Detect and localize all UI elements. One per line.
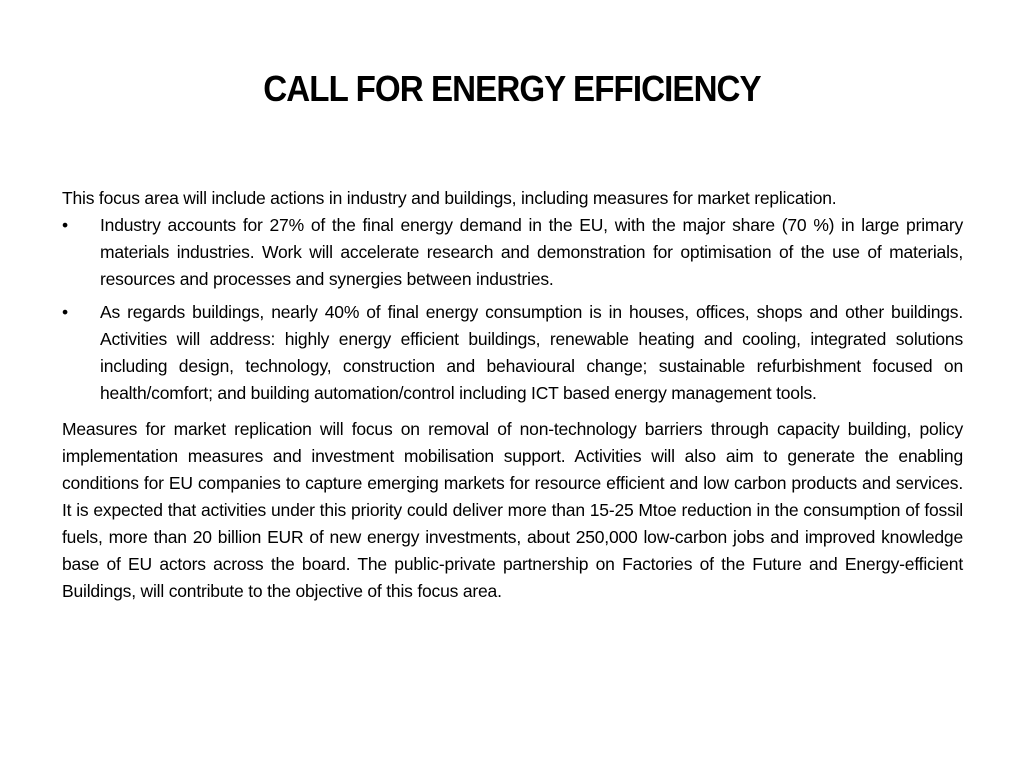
intro-paragraph: This focus area will include actions in industry and buildings, including measures for market replication. [62,188,837,208]
bullet-text: As regards buildings, nearly 40% of final energy consumption is in houses, offices, shops and other buildings. Activities will address: highly energy efficient buildings, renewable heating and cooling, integrated solutions including design, technology, construction and behavioural change; sustainable refurbishment focused on health/comfort; and building automation/control including ICT based energy management tools. [100,302,963,403]
bullet-icon: • [62,302,68,322]
closing-paragraph: Measures for market replication will focus on removal of non-technology barriers through capacity building, policy implementation measures and investment mobilisation support. Activities will also aim to generate the enabling conditions for EU companies to capture emerging markets for resource efficient and low carbon products and services. It is expected that activities under this priority could deliver more than 15-25 Mtoe reduction in the consumption of fossil fuels, more than 20 billion EUR of new energy investments, about 250,000 low-carbon jobs and improved knowledge base of EU actors across the board. The public-private partnership on Factories of the Future and Energy-efficient Buildings, will contribute to the objective of this focus area. [62,419,963,601]
bullet-item-industry [62,212,963,293]
bullet-list [62,212,963,407]
slide-title: CALL FOR ENERGY EFFICIENCY [263,68,761,109]
slide-body [62,185,963,605]
bullet-icon: • [62,215,68,235]
bullet-item-buildings [62,299,963,407]
bullet-text: Industry accounts for 27% of the final energy demand in the EU, with the major share (70 %) in large primary materials industries. Work will accelerate research and demonstration for optimisation of the use of materials, resources and processes and synergies between industries. [100,215,963,289]
